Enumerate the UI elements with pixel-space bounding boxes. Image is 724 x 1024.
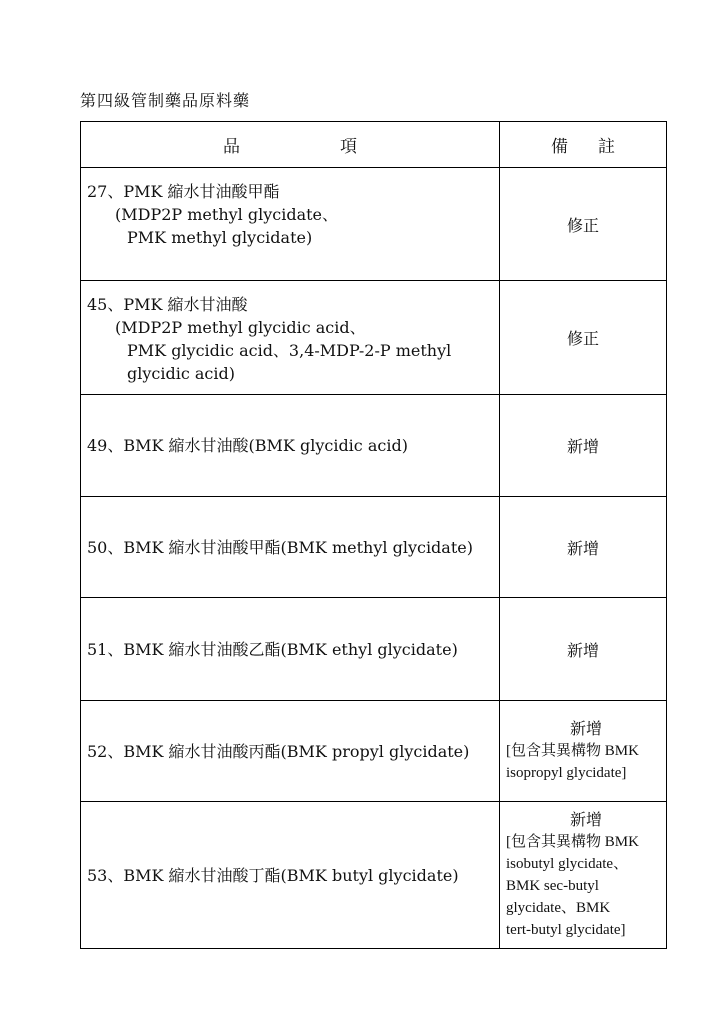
drug-table xyxy=(80,121,667,949)
note-status: 新增 xyxy=(566,437,599,456)
item-cell xyxy=(81,281,500,395)
note-detail-line: tert-butyl glycidate] xyxy=(506,922,626,938)
header-item-char-2: 項 xyxy=(340,137,357,157)
note-detail-line: isopropyl glycidate] xyxy=(506,765,627,781)
item-line: PMK methyl glycidate) xyxy=(127,228,313,247)
item-line: 27、PMK 縮水甘油酸甲酯 xyxy=(87,182,280,201)
item-cell xyxy=(81,497,500,598)
note-cell xyxy=(500,395,667,497)
table-row xyxy=(81,497,667,598)
item-line: (MDP2P methyl glycidate、 xyxy=(115,205,339,224)
item-cell xyxy=(81,395,500,497)
note-cell xyxy=(500,281,667,395)
note-cell xyxy=(500,497,667,598)
item-line: PMK glycidic acid、3,4-MDP-2-P methyl xyxy=(127,341,452,360)
table-row xyxy=(81,802,667,949)
note-detail-line: [包含其異構物 BMK xyxy=(506,743,639,759)
table-row xyxy=(81,701,667,802)
note-status: 新增 xyxy=(569,719,602,738)
item-line: 52、BMK 縮水甘油酸丙酯(BMK propyl glycidate) xyxy=(87,741,470,761)
note-cell xyxy=(500,598,667,701)
note-status: 新增 xyxy=(569,810,602,829)
table-row xyxy=(81,598,667,701)
table-row xyxy=(81,168,667,281)
note-cell xyxy=(500,701,667,802)
item-line: 49、BMK 縮水甘油酸(BMK glycidic acid) xyxy=(87,436,408,455)
table-header-row xyxy=(81,122,667,168)
item-line: 50、BMK 縮水甘油酸甲酯(BMK methyl glycidate) xyxy=(87,537,473,557)
item-cell xyxy=(81,701,500,802)
note-status: 修正 xyxy=(566,329,599,348)
note-detail-line: [包含其異構物 BMK xyxy=(506,834,639,850)
item-cell xyxy=(81,598,500,701)
header-item xyxy=(81,122,500,168)
header-item-char-1: 品 xyxy=(223,137,240,157)
note-cell xyxy=(500,168,667,281)
document-title: 第四級管制藥品原料藥 xyxy=(80,91,251,110)
item-cell xyxy=(81,802,500,949)
item-line: glycidic acid) xyxy=(127,364,235,383)
note-status: 新增 xyxy=(566,538,599,558)
note-detail-line: glycidate、BMK xyxy=(506,900,611,916)
note-detail-line: isobutyl glycidate、 xyxy=(506,856,629,872)
header-note-char-2: 註 xyxy=(598,137,615,157)
item-line: (MDP2P methyl glycidic acid、 xyxy=(115,318,366,337)
table-row xyxy=(81,281,667,395)
header-note-char-1: 備 xyxy=(551,137,568,157)
item-cell xyxy=(81,168,500,281)
header-note xyxy=(500,122,667,168)
note-cell xyxy=(500,802,667,949)
table-row xyxy=(81,395,667,497)
note-status: 新增 xyxy=(566,640,599,660)
item-line: 45、PMK 縮水甘油酸 xyxy=(87,295,248,314)
note-status: 修正 xyxy=(566,215,599,235)
item-line: 53、BMK 縮水甘油酸丁酯(BMK butyl glycidate) xyxy=(87,865,459,885)
item-line: 51、BMK 縮水甘油酸乙酯(BMK ethyl glycidate) xyxy=(87,639,458,659)
note-detail-line: BMK sec-butyl xyxy=(506,878,599,894)
